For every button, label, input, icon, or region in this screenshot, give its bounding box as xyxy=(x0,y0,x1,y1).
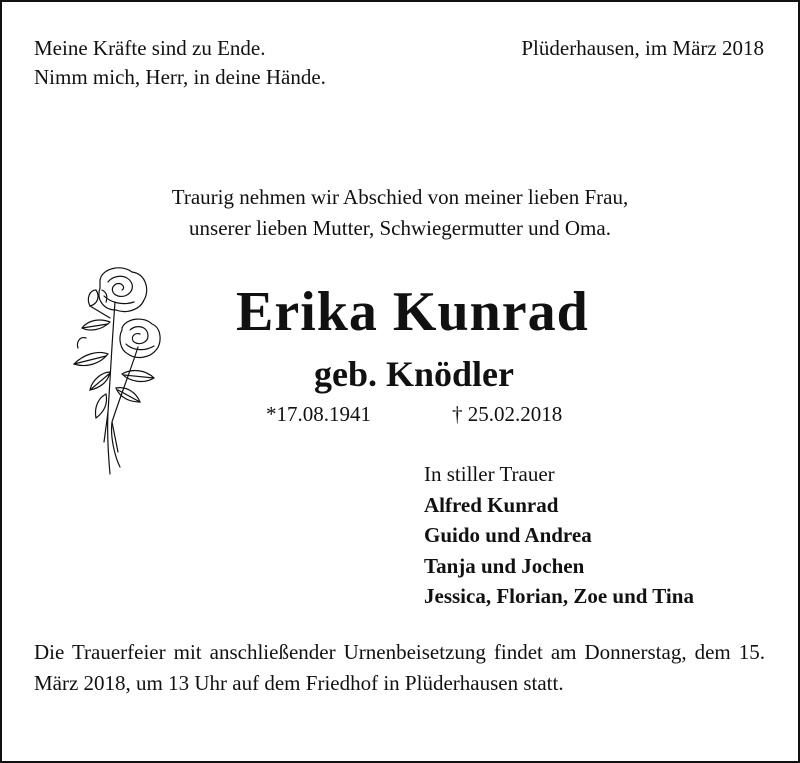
mourner-name: Tanja und Jochen xyxy=(424,553,585,578)
verse-line: Nimm mich, Herr, in deine Hände. xyxy=(34,65,326,89)
birth-date: *17.08.1941 xyxy=(266,402,371,426)
verse-line: Meine Kräfte sind zu Ende. xyxy=(34,36,266,60)
mourner-name: Alfred Kunrad xyxy=(424,492,559,517)
maiden-name: geb. Knödler xyxy=(314,354,515,394)
intro-line: unserer lieben Mutter, Schwiegermutter und Oma. xyxy=(189,216,611,240)
deceased-name: Erika Kunrad xyxy=(236,281,589,343)
mourners xyxy=(424,459,694,612)
mourner-name: Jessica, Florian, Zoe und Tina xyxy=(424,584,694,608)
mourner-name: Guido und Andrea xyxy=(424,523,592,547)
place-date: Plüderhausen, im März 2018 xyxy=(521,36,764,60)
death-date: † 25.02.2018 xyxy=(452,402,563,426)
roses-icon xyxy=(60,262,170,477)
intro-line: Traurig nehmen wir Abschied von meiner lieben Frau, xyxy=(171,185,629,209)
verse xyxy=(34,34,326,92)
service-announcement: Die Trauerfeier mit anschließender Urnenbeisetzung findet am Donnerstag, dem 15. März 2018, um 13 Uhr auf dem Friedhof in Plüderhausen statt. xyxy=(34,640,765,695)
intro-text xyxy=(0,182,800,244)
mourners-heading: In stiller Trauer xyxy=(424,462,555,486)
